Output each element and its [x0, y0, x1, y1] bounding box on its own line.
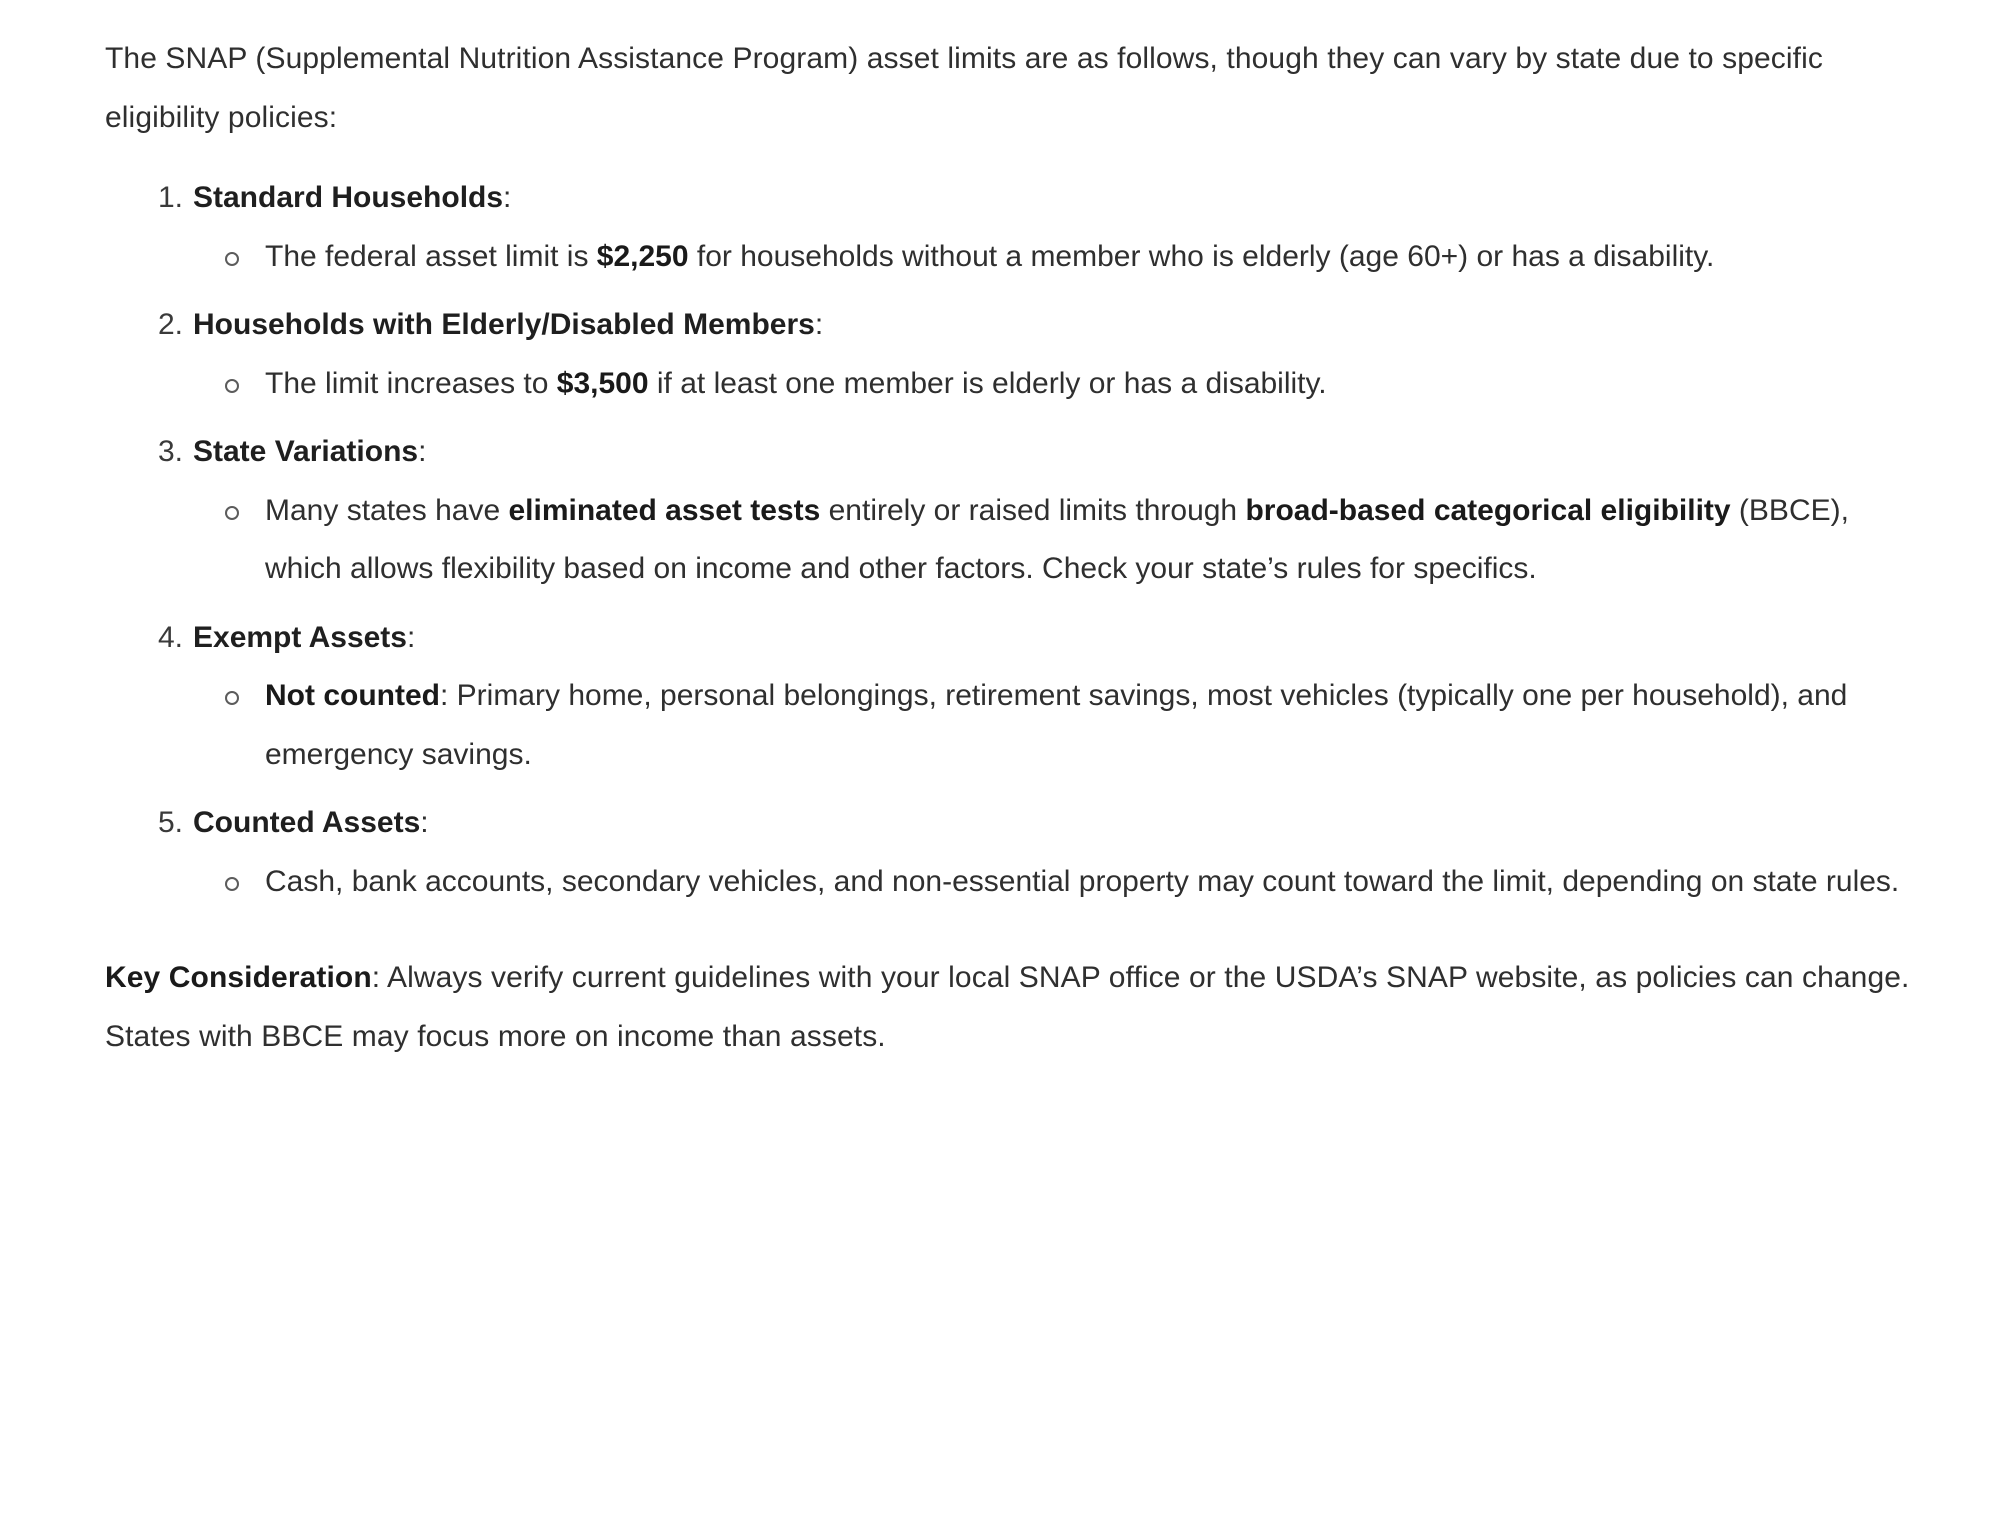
key-consideration-paragraph	[105, 949, 1930, 1066]
sub-list-item	[193, 355, 1930, 414]
list-item-title-text: Standard Households	[193, 181, 504, 214]
list-item	[105, 169, 1930, 286]
list-item-title	[193, 609, 1930, 668]
list-item-colon: :	[420, 806, 429, 839]
intro-paragraph: The SNAP (Supplemental Nutrition Assistance Program) asset limits are as follows, though they can vary by state due to specific eligibility policies:	[105, 42, 1823, 134]
sub-list-item-text	[265, 228, 1930, 287]
list-item-number: 1.	[157, 181, 183, 214]
list-item-title-text: Households with Elderly/Disabled Members	[193, 308, 815, 341]
body-text: : Primary home, personal belongings, retirement savings, most vehicles (typically one per household), and emergency savings.	[265, 679, 1848, 771]
emphasis-text: eliminated asset tests	[508, 493, 821, 527]
body-text: The federal asset limit is	[265, 239, 597, 273]
list-item-colon: :	[503, 181, 512, 214]
list-item-title-text: State Variations	[193, 435, 419, 468]
sub-list-item-text	[265, 667, 1930, 784]
list-item-title	[193, 423, 1930, 482]
sub-list	[193, 355, 1930, 414]
list-item-title-text: Exempt Assets	[193, 620, 407, 654]
list-item-number: 5.	[157, 806, 183, 839]
emphasis-text: Key Consideration	[105, 961, 372, 994]
sub-list-item	[193, 853, 1930, 912]
body-text: entirely or raised limits through	[820, 493, 1246, 527]
emphasis-text: $2,250	[596, 239, 689, 273]
list-item	[105, 423, 1930, 599]
list-item-colon: :	[406, 620, 416, 654]
sub-list	[193, 667, 1930, 784]
bullet-circle-icon	[225, 506, 239, 520]
list-item-title	[193, 169, 1930, 228]
list-item	[105, 794, 1930, 911]
sub-list-item	[193, 482, 1930, 599]
emphasis-text: broad-based categorical eligibility	[1245, 493, 1731, 527]
sub-list-item-text	[265, 853, 1930, 912]
bullet-circle-icon	[225, 379, 239, 393]
sub-list	[193, 228, 1930, 287]
asset-limit-list	[105, 169, 1930, 911]
body-text: Cash, bank accounts, secondary vehicles, and non-essential property may count toward the limit, depending on state rules.	[265, 864, 1900, 898]
body-text: The limit increases to	[265, 366, 557, 400]
body-text: for households without a member who is elderly (age 60+) or has a disability.	[688, 239, 1715, 273]
list-item-number: 2.	[157, 308, 183, 341]
list-item-colon: :	[814, 308, 824, 341]
body-text: : Always verify current guidelines with your local SNAP office or the USDA’s SNAP website, as policies can change. States with BBCE may focus more on income than assets.	[105, 961, 1910, 1053]
sub-list	[193, 482, 1930, 599]
list-item-number: 3.	[157, 435, 183, 468]
bullet-circle-icon	[225, 691, 239, 705]
emphasis-text: $3,500	[556, 366, 649, 400]
list-item-title	[193, 296, 1930, 355]
list-item-number: 4.	[157, 620, 183, 654]
list-item-title-text: Counted Assets	[193, 806, 421, 839]
bullet-circle-icon	[225, 877, 239, 891]
sub-list-item-text	[265, 355, 1930, 414]
sub-list-item	[193, 667, 1930, 784]
sub-list-item-text	[265, 482, 1930, 599]
sub-list	[193, 853, 1930, 912]
emphasis-text: Not counted	[265, 679, 440, 712]
bullet-circle-icon	[225, 252, 239, 266]
list-item-title	[193, 794, 1930, 853]
list-item	[105, 296, 1930, 413]
body-text: Many states have	[265, 493, 509, 527]
body-text: if at least one member is elderly or has a disability.	[648, 366, 1327, 400]
sub-list-item	[193, 228, 1930, 287]
list-item-colon: :	[418, 435, 427, 468]
body-text: (BBCE), which allows flexibility based on income and other factors. Check your state’s rules for specifics.	[265, 493, 1849, 585]
list-item	[105, 609, 1930, 785]
